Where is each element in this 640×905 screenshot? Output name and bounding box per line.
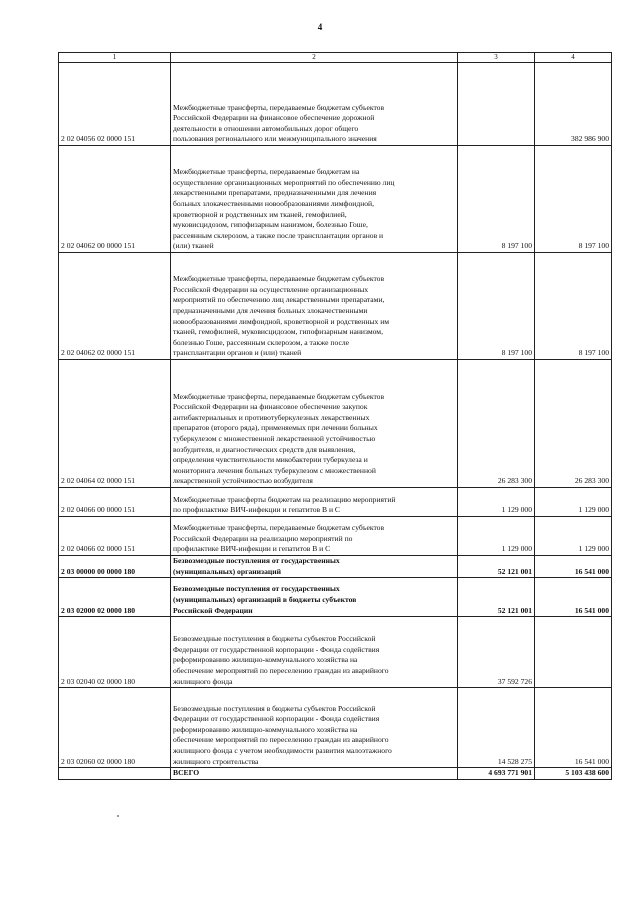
column-header-1: 1	[59, 53, 171, 63]
row-code: 2 03 02040 02 0000 180	[59, 617, 171, 688]
row-code: 2 02 04066 00 0000 151	[59, 488, 171, 517]
row-amount-col3: 1 129 000	[458, 488, 535, 517]
table-row	[59, 578, 612, 617]
row-amount-col3: 1 129 000	[458, 517, 535, 556]
row-code: 2 03 02060 02 0000 180	[59, 688, 171, 768]
table-row	[59, 556, 612, 578]
row-description: Межбюджетные трансферты бюджетам на реализацию мероприятий по профилактике ВИЧ-инфекции и гепатитов В и С	[171, 488, 458, 517]
row-code: 2 03 00000 00 0000 180	[59, 556, 171, 578]
table-row	[59, 146, 612, 253]
row-amount-col3: 37 592 726	[458, 617, 535, 688]
row-amount-col4	[535, 617, 612, 688]
table-row	[59, 688, 612, 768]
row-amount-col3: 52 121 001	[458, 578, 535, 617]
row-description: Безвозмездные поступления в бюджеты субъектов Российской Федерации от государственной корпорации - Фонда содействия реформированию жилищно-коммунального хозяйства на обеспечение мероприятий по переселению граждан из аварийного жилищного фонда	[171, 617, 458, 688]
row-code: 2 02 04064 02 0000 151	[59, 360, 171, 488]
row-amount-col3: 52 121 001	[458, 556, 535, 578]
table-row	[59, 617, 612, 688]
row-description: Безвозмездные поступления в бюджеты субъектов Российской Федерации от государственной корпорации - Фонда содействия реформированию жилищно-коммунального хозяйства на обеспечение мероприятий по переселению граждан из аварийного жилищного фонда с учетом необходимости развития малоэтажного жилищного строительства	[171, 688, 458, 768]
total-label: ВСЕГО	[171, 768, 458, 780]
row-amount-col4: 8 197 100	[535, 253, 612, 360]
total-col3: 4 693 771 901	[458, 768, 535, 780]
row-amount-col4: 16 541 000	[535, 556, 612, 578]
page-number: 4	[317, 22, 323, 32]
row-amount-col4: 16 541 000	[535, 578, 612, 617]
row-amount-col3: 8 197 100	[458, 146, 535, 253]
row-amount-col4: 382 986 900	[535, 63, 612, 146]
row-amount-col3: 14 528 275	[458, 688, 535, 768]
row-amount-col3	[458, 63, 535, 146]
table-row	[59, 517, 612, 556]
row-code: 2 02 04066 02 0000 151	[59, 517, 171, 556]
row-amount-col4: 8 197 100	[535, 146, 612, 253]
total-code-empty	[59, 768, 171, 780]
budget-table	[58, 52, 612, 780]
row-description: Межбюджетные трансферты, передаваемые бюджетам субъектов Российской Федерации на реализацию мероприятий по профилактике ВИЧ-инфекции и гепатитов В и С	[171, 517, 458, 556]
total-col4: 5 103 438 600	[535, 768, 612, 780]
row-amount-col3: 26 283 300	[458, 360, 535, 488]
total-row	[59, 768, 612, 780]
row-code: 2 02 04062 00 0000 151	[59, 146, 171, 253]
table-row	[59, 253, 612, 360]
scan-speck	[117, 815, 119, 817]
table-row	[59, 63, 612, 146]
row-amount-col4: 1 129 000	[535, 488, 612, 517]
table-row	[59, 360, 612, 488]
row-description: Межбюджетные трансферты, передаваемые бюджетам субъектов Российской Федерации на финансовое обеспечение дорожной деятельности в отношении автомобильных дорог общего пользования регионального или межмуниципального значения	[171, 63, 458, 146]
row-code: 2 03 02000 02 0000 180	[59, 578, 171, 617]
row-amount-col4: 26 283 300	[535, 360, 612, 488]
row-description: Безвозмездные поступления от государственных (муниципальных) организаций	[171, 556, 458, 578]
row-description: Межбюджетные трансферты, передаваемые бюджетам субъектов Российской Федерации на осуществление организационных мероприятий по обеспечению лиц лекарственными препаратами, предназначенными для лечения больных злокачественными новообразованиями лимфоидной, кроветворной и родственных им тканей, гемофилией, муковисцидозом, гипофизарным нанизмом, болезнью Гоше, рассеянным склерозом, а также после трансплантации органов и (или) тканей	[171, 253, 458, 360]
row-amount-col4: 1 129 000	[535, 517, 612, 556]
row-code: 2 02 04056 02 0000 151	[59, 63, 171, 146]
row-description: Безвозмездные поступления от государственных (муниципальных) организаций в бюджеты субъектов Российской Федерации	[171, 578, 458, 617]
column-header-2: 2	[171, 53, 458, 63]
row-amount-col4: 16 541 000	[535, 688, 612, 768]
row-description: Межбюджетные трансферты, передаваемые бюджетам на осуществление организационных мероприятий по обеспечению лиц лекарственными препаратами, предназначенными для лечения больных злокачественными новообразованиями лимфоидной, кроветворной и родственных им тканей, гемофилией, муковисцидозом, гипофизарным нанизмом, болезнью Гоше, рассеянным склерозом, а также после трансплантации органов и (или) тканей	[171, 146, 458, 253]
table-row	[59, 488, 612, 517]
row-amount-col3: 8 197 100	[458, 253, 535, 360]
column-header-4: 4	[535, 53, 612, 63]
column-header-3: 3	[458, 53, 535, 63]
row-code: 2 02 04062 02 0000 151	[59, 253, 171, 360]
row-description: Межбюджетные трансферты, передаваемые бюджетам субъектов Российской Федерации на финансовое обеспечение закупок антибактериальных и противотуберкулезных лекарственных препаратов (второго ряда), применяемых при лечении больных туберкулезом с множественной лекарственной устойчивостью возбудителя, и диагностических средств для выявления, определения чувствительности микобактерии туберкулеза и мониторинга лечения больных туберкулезом с множественной лекарственной устойчивостью возбудителя	[171, 360, 458, 488]
column-number-row	[59, 53, 612, 63]
